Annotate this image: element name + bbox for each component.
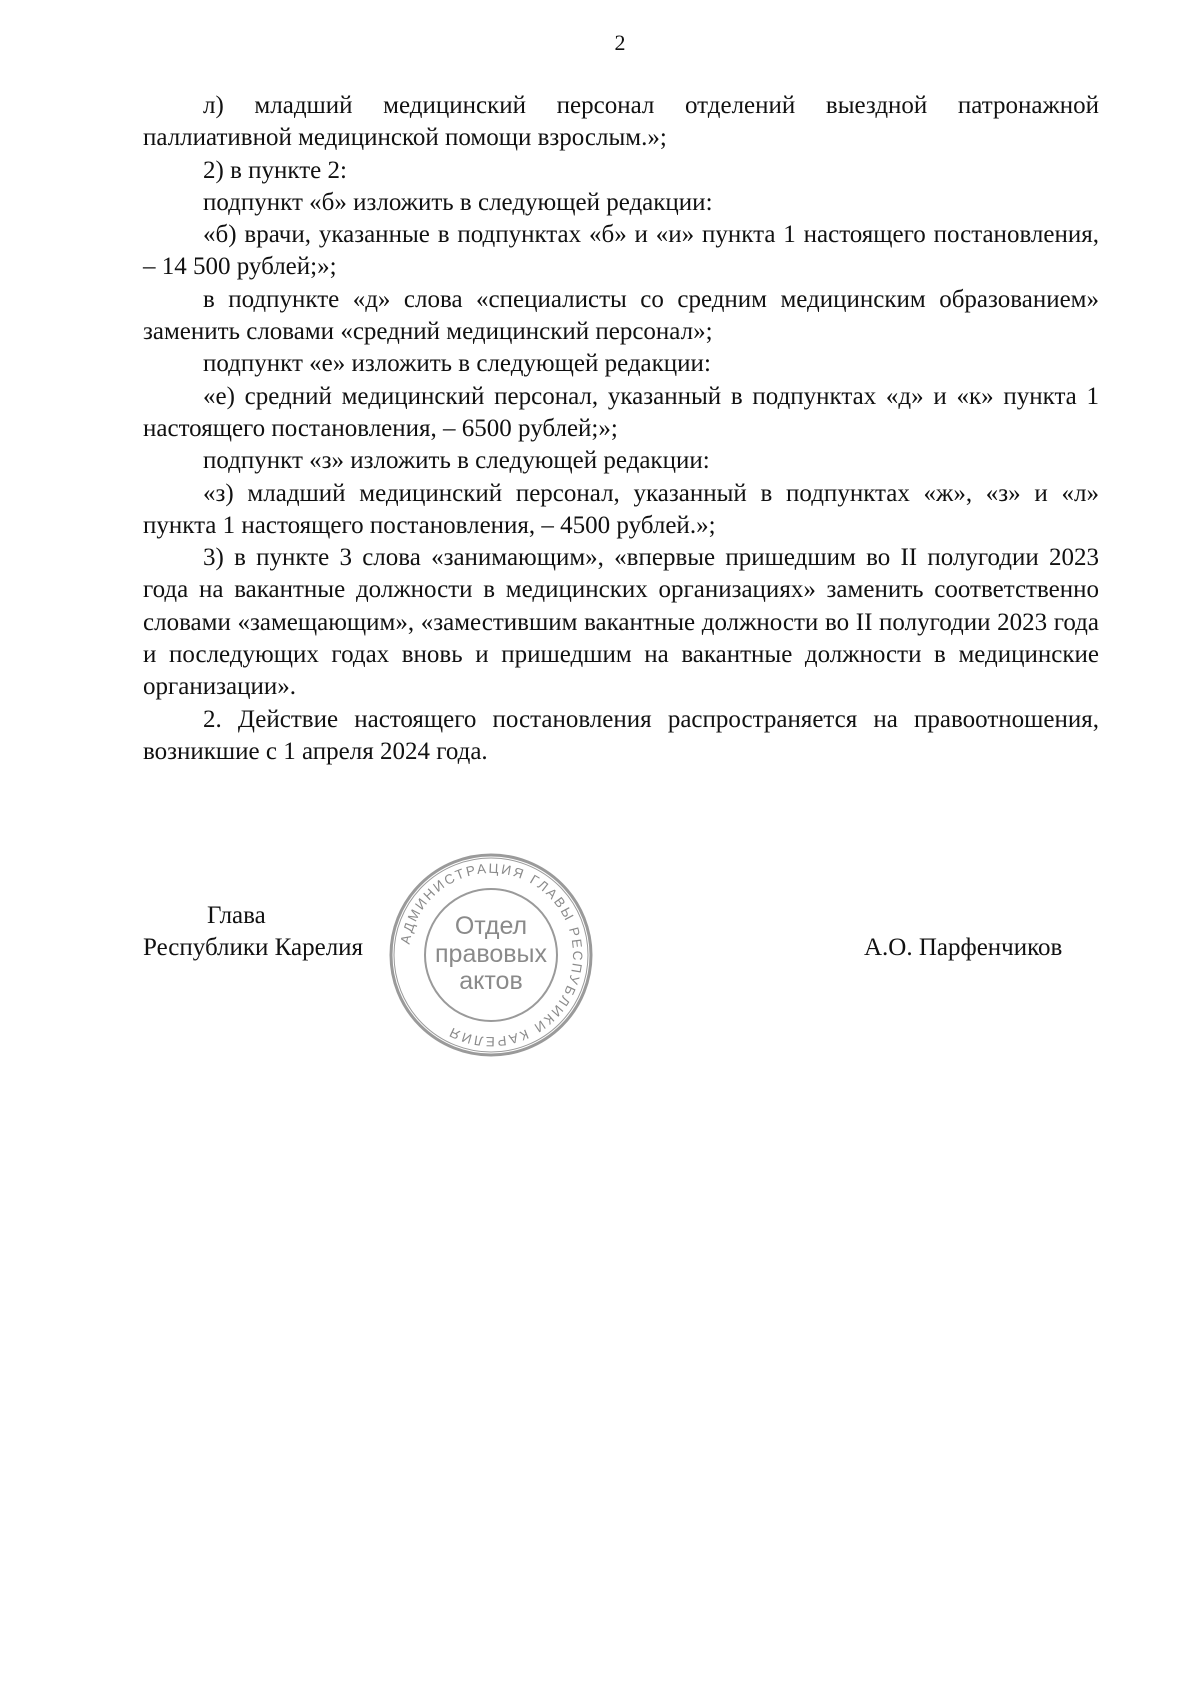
paragraph-subpoint-z-intro: подпункт «з» изложить в следующей редакции:: [203, 447, 710, 475]
stamp-center-line1: Отдел: [454, 912, 528, 940]
paragraph-effective-date: 2. Действие настоящего постановления распространяется на правоотношения, возникшие с 1 апреля 2024 года.: [143, 705, 1099, 765]
stamp-ring-text: АДМИНИСТРАЦИЯ ГЛАВЫ РЕСПУБЛИКИ КАРЕЛИЯ: [397, 860, 586, 1050]
paragraph-subpoint-d: в подпункте «д» слова «специалисты со средним медицинским образованием» заменить словами «средний медицинский персонал»;: [143, 285, 1099, 346]
document-body: [143, 90, 1099, 768]
paragraph-subpoint-z-text: «з) младший медицинский персонал, указанный в подпунктах «ж», «з» и «л» пункта 1 настоящего постановления, – 4500 рублей.»;: [143, 479, 1099, 539]
paragraph-subpoint-e-intro: подпункт «е» изложить в следующей редакции:: [203, 350, 711, 378]
paragraph-point-3: 3) в пункте 3 слова «занимающим», «впервые пришедшим во II полугодии 2023 года на вакантные должности в медицинских организациях» заменить соответственно словами «замещающим», «заместившим вакантные должности во II полугодии 2023 года и последующих годах вновь и пришедшим на вакантные должности в медицинские организации».: [143, 544, 1099, 701]
stamp-center-line3: актов: [459, 967, 523, 995]
signatory-title-line1: Глава: [207, 902, 266, 929]
paragraph-point-2: 2) в пункте 2:: [203, 156, 347, 184]
signatory-title-line2: Республики Карелия: [143, 934, 364, 961]
paragraph-l-junior-staff: л) младший медицинский персонал отделений выездной патронажной паллиативной медицинской помощи взрослым.»;: [143, 92, 1099, 152]
paragraph-subpoint-e-text: «е) средний медицинский персонал, указанный в подпунктах «д» и «к» пункта 1 настоящего постановления, – 6500 рублей;»;: [143, 382, 1099, 442]
paragraph-subpoint-b-text: «б) врачи, указанные в подпунктах «б» и «и» пункта 1 настоящего постановления, – 14 500 рублей;»;: [143, 221, 1099, 281]
page-number: 2: [614, 30, 626, 55]
stamp-center-line2: правовых: [435, 940, 547, 968]
legal-department-stamp: [386, 850, 596, 1060]
paragraph-subpoint-b-intro: подпункт «б» изложить в следующей редакции:: [203, 188, 713, 216]
signatory-name: А.О. Парфенчиков: [864, 934, 1063, 961]
